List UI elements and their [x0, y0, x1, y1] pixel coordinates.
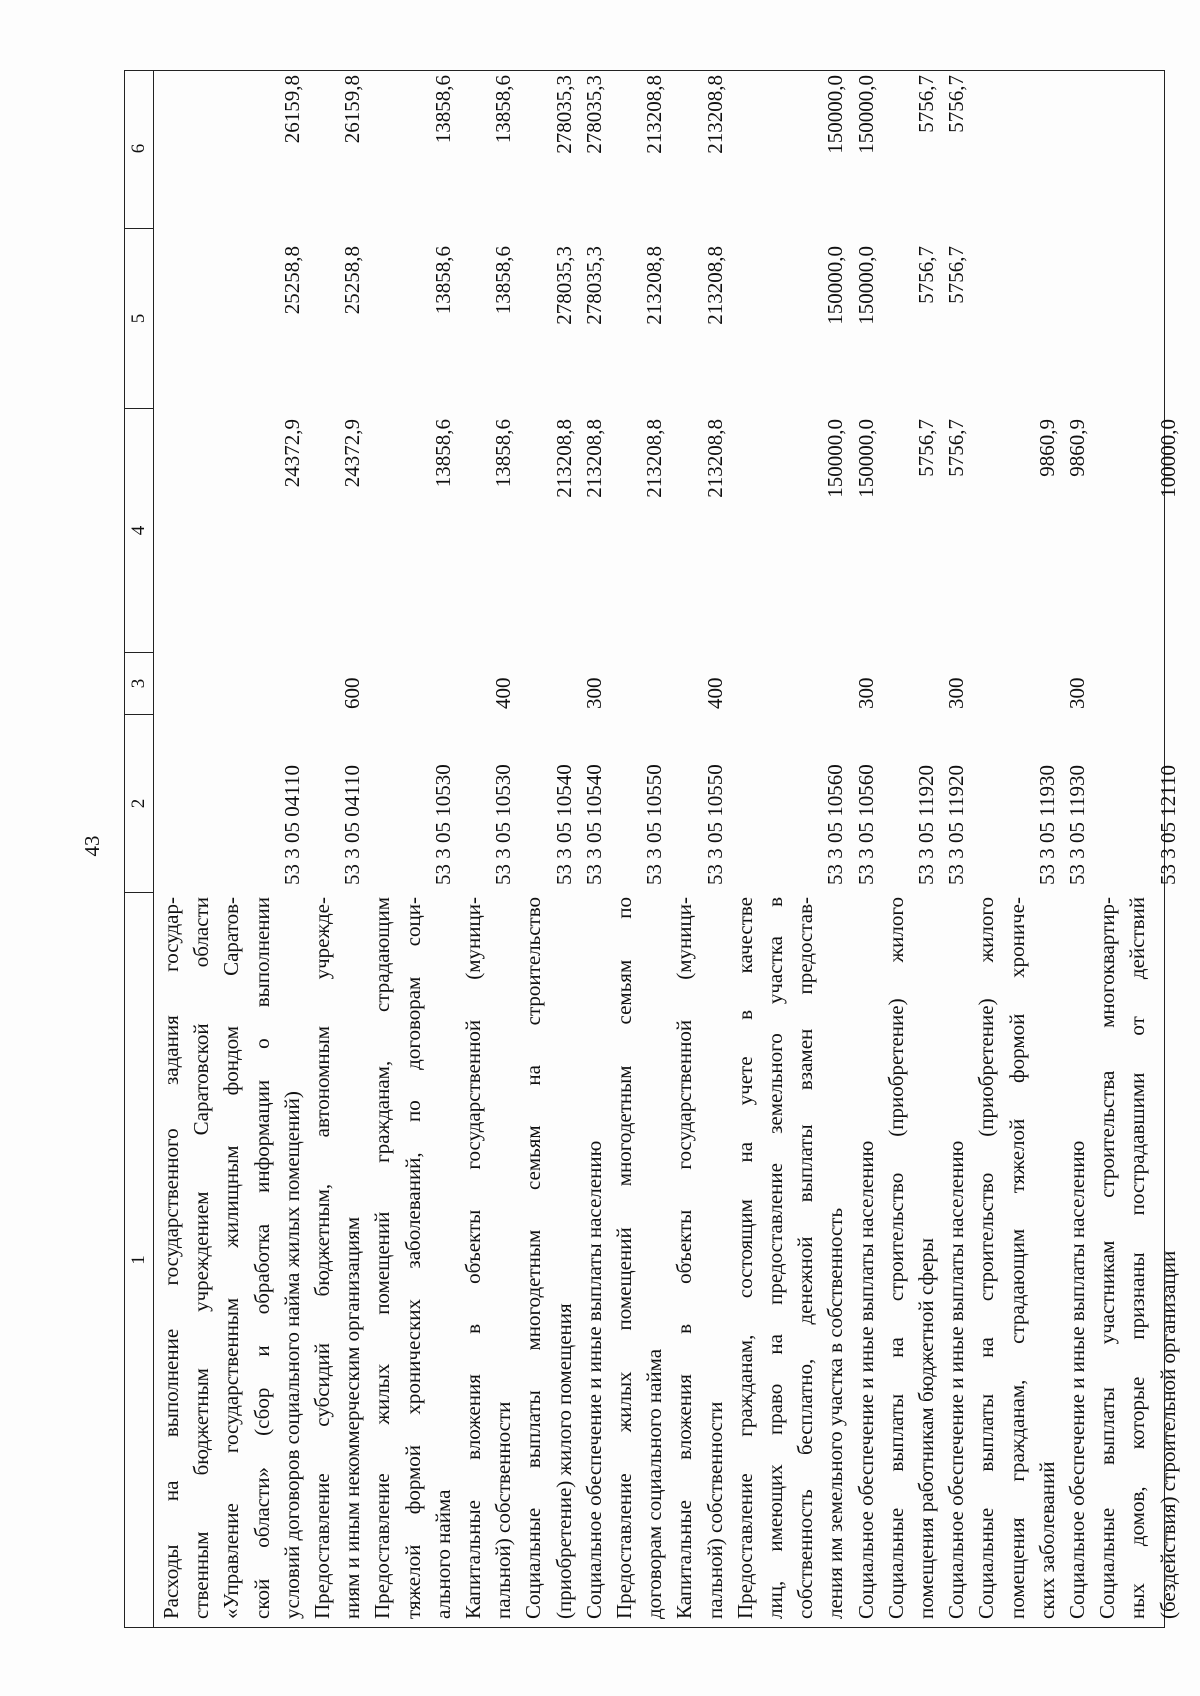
- row-4-amount-col4-cell: 213208,8: [551, 419, 576, 498]
- row-7-amount-col4-cell: 213208,8: [702, 419, 727, 498]
- row-2-description-line-1: тяжелой формой хронических заболеваний, по договорам соци-: [400, 897, 425, 1619]
- row-9-budget-code-cell: 53 3 05 10560: [853, 764, 878, 885]
- row-5-amount-col6-cell: 278035,3: [581, 75, 606, 154]
- column-header-2: 2: [125, 714, 153, 892]
- row-3-description-line-1: пальной) собственности: [491, 1401, 516, 1619]
- row-8-description-line-2: собственность бесплатно, денежной выплаты взамен предостав-: [793, 897, 818, 1619]
- row-2-description-line-0: Предоставление жилых помещений гражданам, страдающим: [370, 897, 395, 1619]
- row-7-description-line-0: Капитальные вложения в объекты государственной (муници-: [672, 897, 697, 1619]
- row-10-description-line-0: Социальные выплаты на строительство (приобретение) жилого: [883, 897, 908, 1619]
- row-8-amount-col6-cell: 150000,0: [823, 75, 848, 154]
- row-6-description-line-0: Предоставление жилых помещений многодетным семьям по: [612, 897, 636, 1619]
- row-13-expense-type-cell: 300: [1065, 677, 1089, 709]
- row-0-amount-col6-cell: 26159,8: [279, 75, 304, 144]
- row-0-description-line-1: ственным бюджетным учреждением Саратовской области: [189, 897, 214, 1619]
- row-7-budget-code-cell: 53 3 05 10550: [702, 764, 727, 885]
- row-1-amount-col5-cell: 25258,8: [340, 246, 365, 315]
- row-12-description-line-1: помещения гражданам, страдающим тяжелой формой хрониче-: [1004, 897, 1029, 1619]
- row-0-budget-code-cell: 53 3 05 04110: [279, 765, 304, 885]
- row-0-description-line-2: «Управление государственным жилищным фондом Саратов-: [219, 897, 244, 1619]
- row-2-amount-col4-cell: 13858,6: [430, 419, 455, 488]
- row-12-amount-col4-cell: 9860,9: [1034, 419, 1059, 477]
- row-6-budget-code-cell: 53 3 05 10550: [642, 764, 667, 885]
- row-4-amount-col6-cell: 278035,3: [551, 75, 576, 154]
- row-8-amount-col5-cell: 150000,0: [823, 246, 848, 325]
- row-4-amount-col5-cell: 278035,3: [551, 246, 576, 325]
- row-7-description-line-1: пальной) собственности: [702, 1401, 727, 1619]
- row-5-amount-col4-cell: 213208,8: [581, 419, 606, 498]
- row-13-description-line-0: Социальное обеспечение и иные выплаты населению: [1065, 1140, 1089, 1619]
- row-6-amount-col5-cell: 213208,8: [642, 246, 667, 325]
- column-header-3: 3: [125, 652, 153, 714]
- table-body: [154, 71, 1180, 1627]
- row-0-amount-col4-cell: 24372,9: [279, 419, 304, 488]
- budget-table: [124, 70, 1180, 1628]
- row-9-description-line-0: Социальное обеспечение и иные выплаты населению: [853, 1140, 878, 1619]
- row-7-amount-col6-cell: 213208,8: [702, 75, 727, 154]
- column-header-4: 4: [125, 408, 153, 652]
- row-9-amount-col6-cell: 150000,0: [853, 75, 878, 154]
- row-8-description-line-1: лиц, имеющих право на предоставление земельного участка в: [763, 897, 787, 1619]
- row-3-budget-code-cell: 53 3 05 10530: [491, 764, 516, 885]
- row-5-amount-col5-cell: 278035,3: [581, 246, 606, 325]
- row-2-description-line-2: ального найма: [430, 1489, 455, 1619]
- table-header: [125, 71, 154, 1627]
- row-14-description-line-0: Социальные выплаты участникам строительства многоквартир-: [1095, 897, 1120, 1619]
- row-1-amount-col4-cell: 24372,9: [340, 419, 365, 488]
- row-7-expense-type-cell: 400: [702, 677, 727, 709]
- row-1-expense-type-cell: 600: [340, 677, 365, 709]
- row-8-description-line-0: Предоставление гражданам, состоящим на учете в качестве: [732, 897, 757, 1619]
- column-header-1: 1: [125, 892, 153, 1627]
- row-9-amount-col4-cell: 150000,0: [853, 419, 878, 498]
- row-3-description-line-0: Капитальные вложения в объекты государственной (муници-: [461, 897, 485, 1619]
- row-4-description-line-0: Социальные выплаты многодетным семьям на строительство: [521, 897, 546, 1619]
- row-0-amount-col5-cell: 25258,8: [279, 246, 304, 315]
- row-5-description-line-0: Социальное обеспечение и иные выплаты населению: [581, 1140, 606, 1619]
- row-14-description-line-2: (бездействия) строительной организации: [1155, 1250, 1180, 1619]
- row-10-amount-col6-cell: 5756,7: [914, 75, 938, 133]
- row-11-amount-col4-cell: 5756,7: [944, 419, 969, 477]
- row-8-budget-code-cell: 53 3 05 10560: [823, 764, 848, 885]
- row-2-budget-code-cell: 53 3 05 10530: [430, 764, 455, 885]
- row-12-budget-code-cell: 53 3 05 11930: [1034, 765, 1059, 885]
- row-11-budget-code-cell: 53 3 05 11920: [944, 765, 969, 885]
- row-11-expense-type-cell: 300: [944, 677, 969, 709]
- row-10-amount-col5-cell: 5756,7: [914, 246, 938, 304]
- row-14-budget-code-cell: 53 3 05 12110: [1155, 765, 1180, 885]
- row-6-amount-col6-cell: 213208,8: [642, 75, 667, 154]
- row-9-amount-col5-cell: 150000,0: [853, 246, 878, 325]
- row-0-description-line-0: Расходы на выполнение государственного задания государ-: [159, 897, 183, 1619]
- row-12-description-line-2: ских заболеваний: [1034, 1461, 1059, 1619]
- column-header-6: 6: [128, 143, 149, 154]
- row-5-budget-code-cell: 53 3 05 10540: [581, 764, 606, 885]
- row-3-amount-col4-cell: 13858,6: [491, 419, 516, 488]
- row-1-description-line-0: Предоставление субсидий бюджетным, автономным учрежде-: [310, 897, 334, 1619]
- row-14-description-line-1: ных домов, которые признаны пострадавшими от действий: [1125, 897, 1150, 1619]
- row-12-description-line-0: Социальные выплаты на строительство (приобретение) жилого: [974, 897, 999, 1619]
- row-14-amount-col4-cell: 100000,0: [1155, 419, 1180, 498]
- row-13-budget-code-cell: 53 3 05 11930: [1065, 765, 1089, 885]
- row-3-expense-type-cell: 400: [491, 677, 516, 709]
- row-5-expense-type-cell: 300: [581, 677, 606, 709]
- row-11-amount-col6-cell: 5756,7: [944, 75, 969, 133]
- row-6-amount-col4-cell: 213208,8: [642, 419, 667, 498]
- row-1-budget-code-cell: 53 3 05 04110: [340, 765, 365, 885]
- row-11-description-line-0: Социальное обеспечение и иные выплаты населению: [944, 1140, 969, 1619]
- row-2-amount-col5-cell: 13858,6: [430, 246, 455, 315]
- row-4-budget-code-cell: 53 3 05 10540: [551, 764, 576, 885]
- row-1-description-line-1: ниям и иным некоммерческим организациям: [340, 1216, 365, 1619]
- row-7-amount-col5-cell: 213208,8: [702, 246, 727, 325]
- row-2-amount-col6-cell: 13858,6: [430, 75, 455, 144]
- row-8-description-line-3: ления им земельного участка в собственность: [823, 1207, 848, 1619]
- column-header-5: 5: [125, 228, 153, 408]
- row-10-description-line-1: помещения работникам бюджетной сферы: [914, 1237, 938, 1619]
- page-number: 43: [80, 835, 104, 857]
- row-3-amount-col6-cell: 13858,6: [491, 75, 516, 144]
- row-3-amount-col5-cell: 13858,6: [491, 246, 516, 315]
- row-11-amount-col5-cell: 5756,7: [944, 246, 969, 304]
- row-4-description-line-1: (приобретение) жилого помещения: [551, 1303, 576, 1619]
- row-1-amount-col6-cell: 26159,8: [340, 75, 365, 144]
- row-6-description-line-1: договорам социального найма: [642, 1348, 667, 1619]
- row-9-expense-type-cell: 300: [853, 677, 878, 709]
- row-8-amount-col4-cell: 150000,0: [823, 419, 848, 498]
- row-0-description-line-4: условий договоров социального найма жилых помещений): [279, 1091, 304, 1619]
- row-10-budget-code-cell: 53 3 05 11920: [914, 765, 938, 885]
- row-0-description-line-3: ской области» (сбор и обработка информации о выполнении: [249, 897, 274, 1619]
- row-10-amount-col4-cell: 5756,7: [914, 419, 938, 477]
- row-13-amount-col4-cell: 9860,9: [1065, 419, 1089, 477]
